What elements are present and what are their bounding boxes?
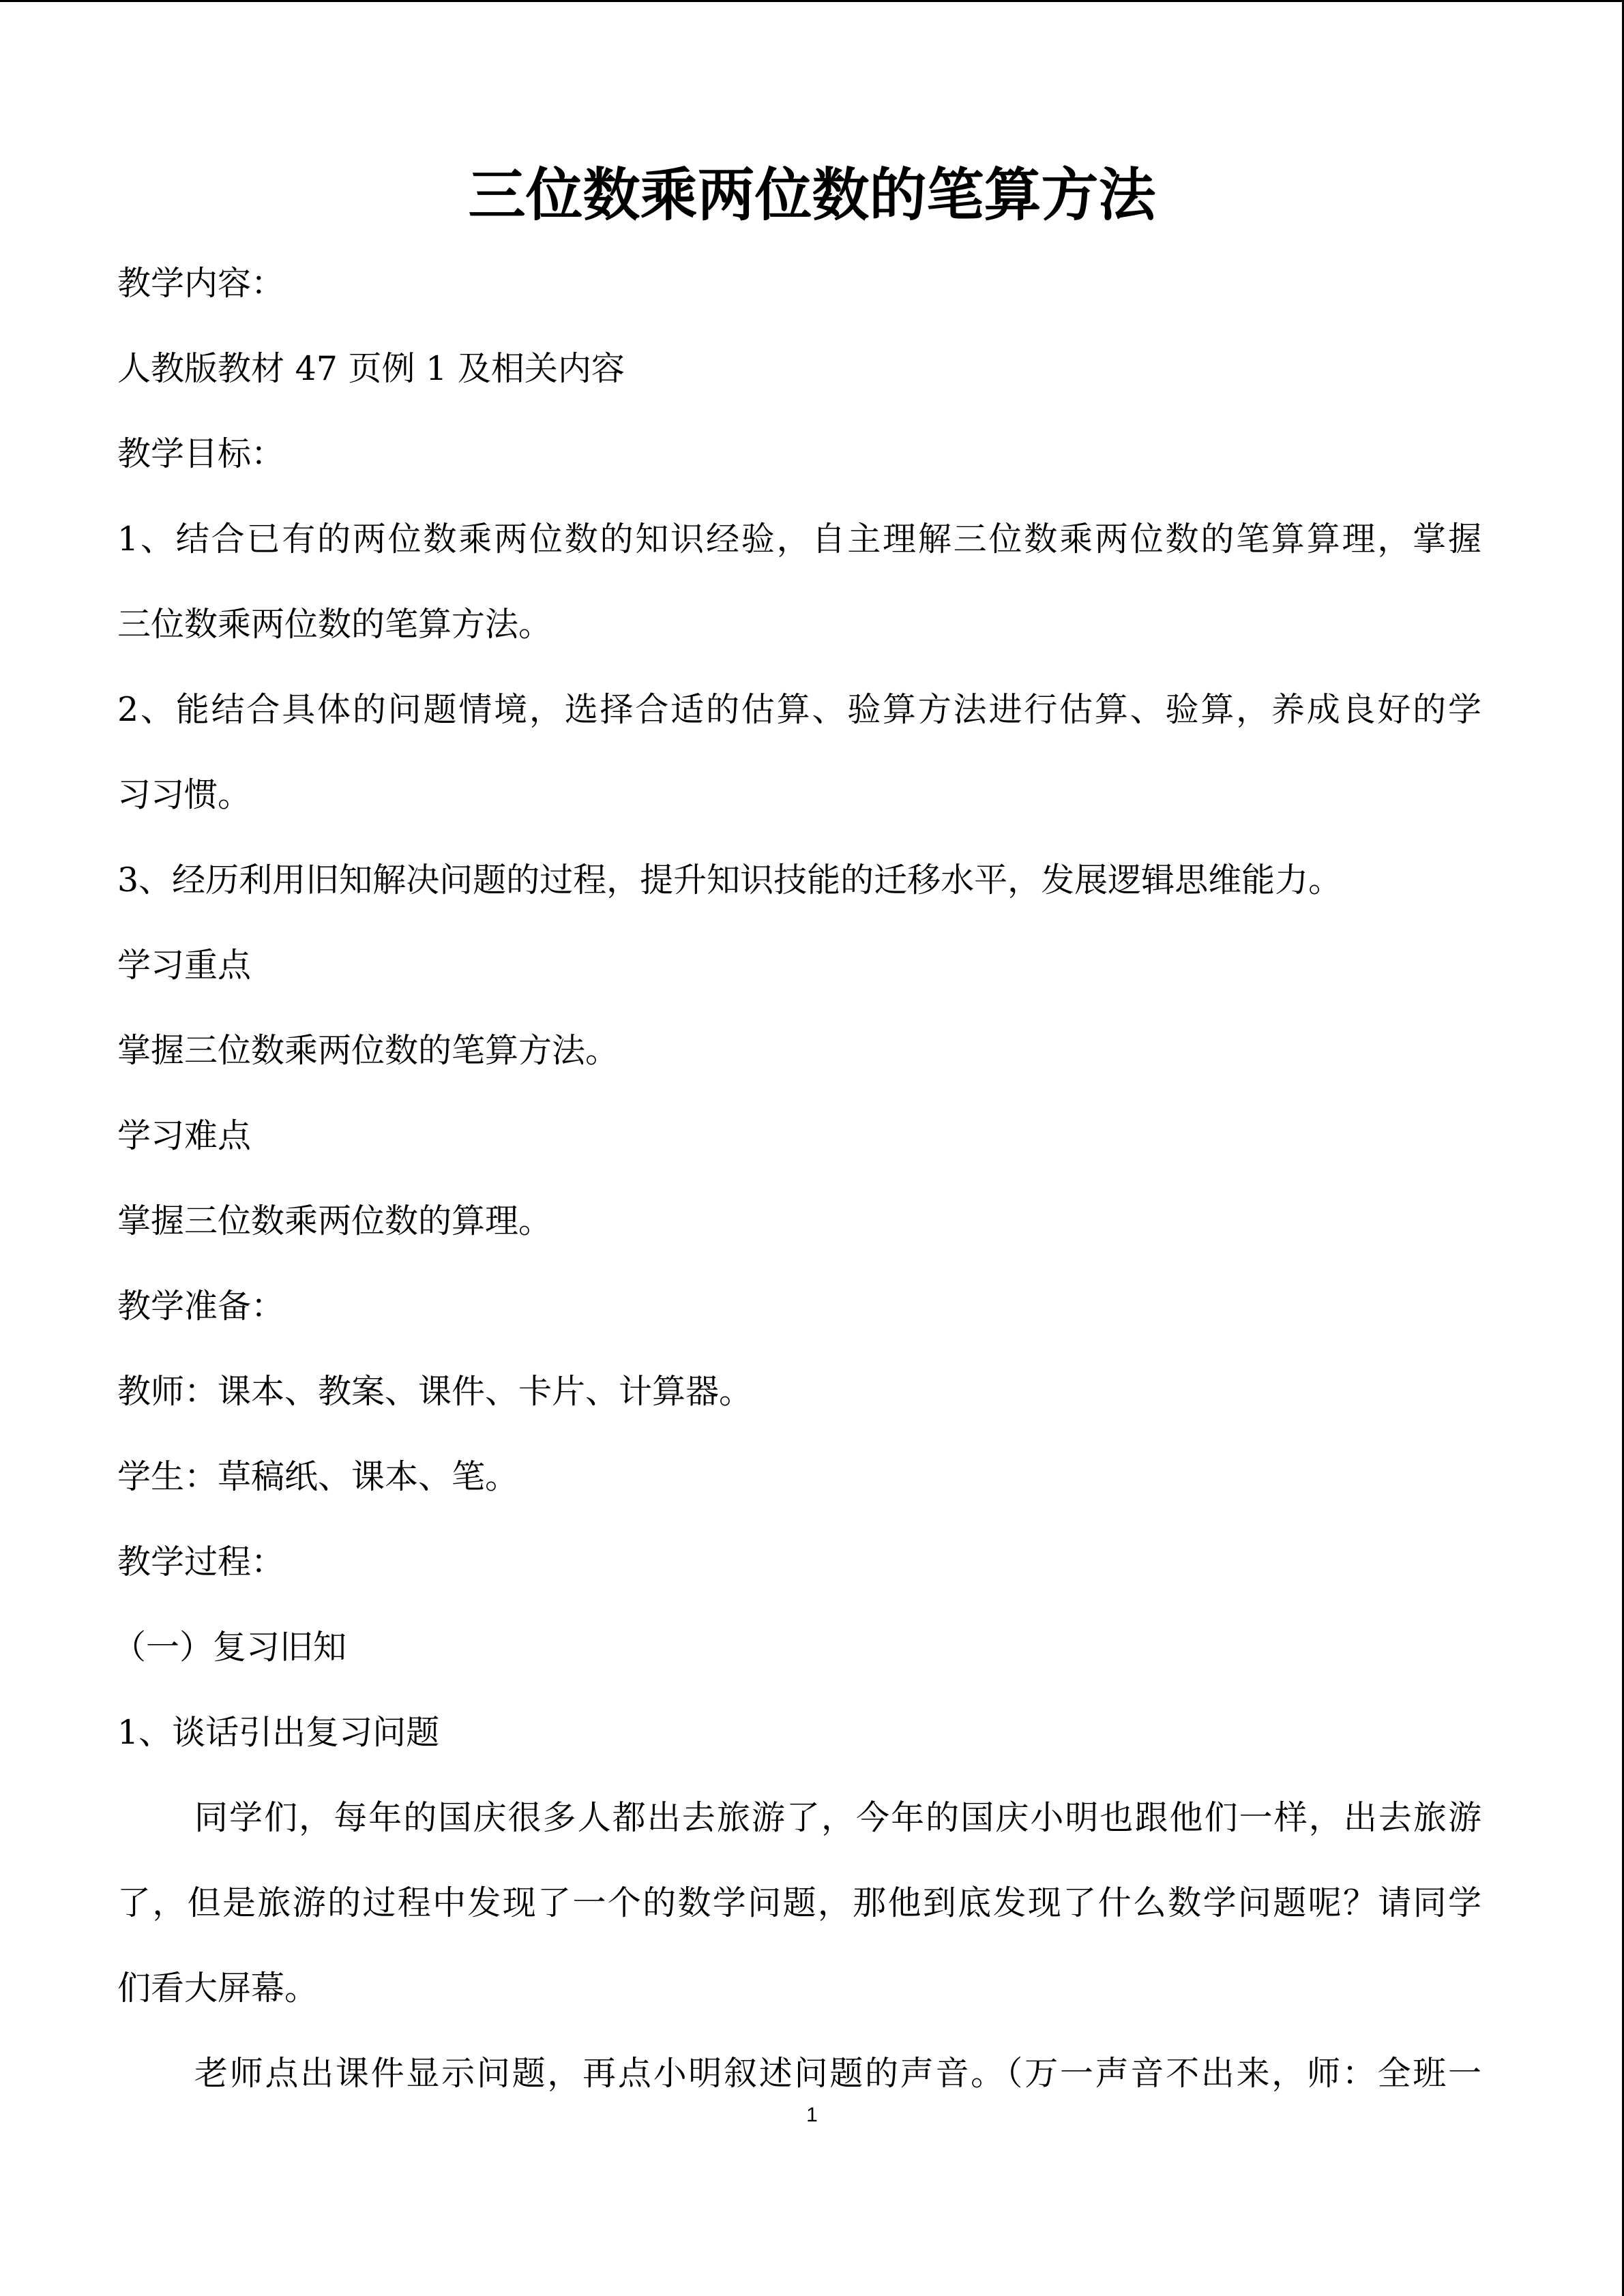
subheading-review: （一）复习旧知 <box>113 1628 347 1667</box>
paragraph-1-line-3: 们看大屏幕。 <box>117 1969 319 2008</box>
goal-3: 3、经历利用旧知解决问题的过程，提升知识技能的迁移水平，发展逻辑思维能力。 <box>117 861 1342 899</box>
section-heading-learning-difficulty: 学习难点 <box>117 1116 252 1155</box>
section-heading-learning-focus: 学习重点 <box>117 946 252 985</box>
goal-1-line-2: 三位数乘两位数的笔算方法。 <box>117 605 552 644</box>
teaching-content-text: 人教版教材 47 页例 1 及相关内容 <box>117 349 625 388</box>
step-1-heading: 1、谈话引出复习问题 <box>117 1713 440 1752</box>
paragraph-1-line-2: 了，但是旅游的过程中发现了一个的数学问题，那他到底发现了什么数学问题呢？请同学 <box>117 1883 1481 1922</box>
section-heading-teaching-process: 教学过程： <box>117 1542 285 1581</box>
document-title: 三位数乘两位数的笔算方法 <box>468 161 1156 228</box>
preparation-teacher: 教师：课本、教案、课件、卡片、计算器。 <box>117 1372 753 1411</box>
page-top-border <box>0 0 1624 2</box>
section-heading-teaching-goals: 教学目标： <box>117 434 285 473</box>
page-number: 1 <box>806 2104 818 2126</box>
preparation-student: 学生：草稿纸、课本、笔。 <box>117 1457 519 1496</box>
paragraph-1-line-1: 同学们，每年的国庆很多人都出去旅游了，今年的国庆小明也跟他们一样，出去旅游 <box>194 1798 1481 1837</box>
goal-2-line-1: 2、能结合具体的问题情境，选择合适的估算、验算方法进行估算、验算，养成良好的学 <box>117 690 1481 729</box>
section-heading-preparation: 教学准备： <box>117 1287 285 1326</box>
paragraph-2-line-1: 老师点出课件显示问题，再点小明叙述问题的声音。（万一声音不出来，师：全班一 <box>194 2054 1481 2093</box>
learning-difficulty-text: 掌握三位数乘两位数的算理。 <box>117 1202 552 1240</box>
goal-1-line-1: 1、结合已有的两位数乘两位数的知识经验，自主理解三位数乘两位数的笔算算理，掌握 <box>117 520 1481 558</box>
learning-focus-text: 掌握三位数乘两位数的笔算方法。 <box>117 1031 619 1070</box>
section-heading-teaching-content: 教学内容： <box>117 264 285 303</box>
goal-2-line-2: 习习惯。 <box>117 775 252 814</box>
